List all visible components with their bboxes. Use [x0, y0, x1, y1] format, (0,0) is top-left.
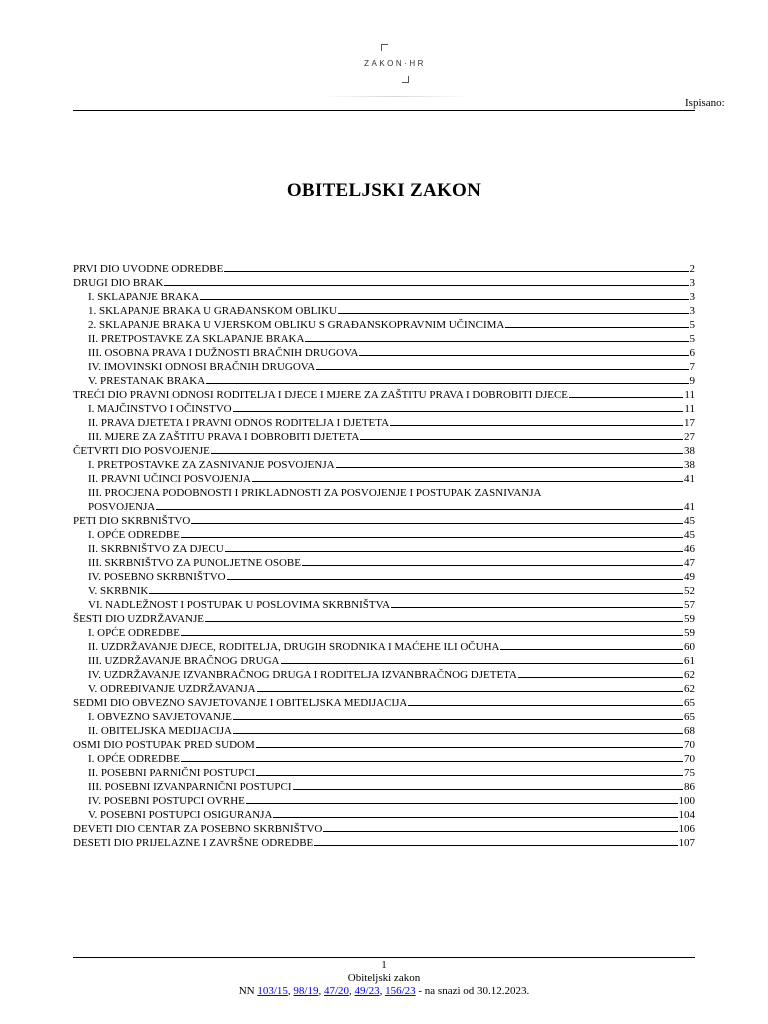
toc-entry-label: SEDMI DIO OBVEZNO SAVJETOVANJE I OBITELJSKA MEDIJACIJA: [73, 697, 408, 709]
toc-leader-line: [252, 472, 683, 482]
toc-entry-page: 107: [678, 837, 695, 849]
toc-entry-label: PETI DIO SKRBNIŠTVO: [73, 515, 191, 527]
toc-entry-page: 60: [684, 641, 695, 653]
toc-leader-line: [224, 262, 688, 272]
toc-leader-line: [233, 724, 683, 734]
toc-entry-label: III. UZDRŽAVANJE BRAČNOG DRUGA: [88, 655, 280, 667]
toc-entry[interactable]: [73, 458, 695, 472]
toc-entry[interactable]: [73, 598, 695, 612]
toc-entry[interactable]: [73, 682, 695, 696]
toc-entry-page: 68: [684, 725, 695, 737]
toc-leader-line: [206, 374, 688, 384]
toc-entry-label: PRVI DIO UVODNE ODREDBE: [73, 263, 224, 275]
toc-entry-page: 65: [684, 697, 695, 709]
toc-leader-line: [336, 458, 683, 468]
toc-entry-label: V. PRESTANAK BRAKA: [88, 375, 206, 387]
toc-entry-page: 104: [678, 809, 695, 821]
table-of-contents: [73, 262, 695, 850]
toc-entry-label: I. PRETPOSTAVKE ZA ZASNIVANJE POSVOJENJA: [88, 459, 335, 471]
toc-entry-page: 59: [684, 613, 695, 625]
toc-entry[interactable]: [73, 780, 695, 794]
toc-entry[interactable]: [73, 542, 695, 556]
toc-entry-page: 106: [678, 823, 695, 835]
toc-entry-label: DRUGI DIO BRAK: [73, 277, 164, 289]
toc-leader-line: [323, 822, 677, 832]
toc-entry-page: 5: [689, 319, 695, 331]
toc-entry-page: 61: [684, 655, 695, 667]
toc-entry-label: I. MAJČINSTVO I OČINSTVO: [88, 403, 232, 415]
toc-entry-label: OSMI DIO POSTUPAK PRED SUDOM: [73, 739, 255, 751]
toc-entry-label: I. OPĆE ODREDBE: [88, 529, 180, 541]
toc-leader-line: [273, 808, 677, 818]
toc-entry[interactable]: [73, 822, 695, 836]
toc-entry-label: IV. IMOVINSKI ODNOSI BRAČNIH DRUGOVA: [88, 361, 316, 373]
toc-entry[interactable]: [73, 486, 695, 514]
logo-underline: [320, 96, 470, 97]
toc-entry-page: 45: [684, 529, 695, 541]
toc-leader-line: [191, 514, 683, 524]
toc-entry-page: 6: [689, 347, 695, 359]
toc-entry-page: 86: [684, 781, 695, 793]
nn-link[interactable]: 103/15: [257, 985, 288, 997]
toc-leader-line: [246, 794, 678, 804]
toc-leader-line: [569, 388, 683, 398]
toc-entry-page: 65: [684, 711, 695, 723]
toc-entry-label: VI. NADLEŽNOST I POSTUPAK U POSLOVIMA SKRBNIŠTVA: [88, 599, 391, 611]
toc-leader-line: [256, 738, 683, 748]
toc-leader-line: [305, 332, 688, 342]
toc-leader-line: [181, 626, 683, 636]
toc-entry[interactable]: [73, 626, 695, 640]
zakon-hr-logo: [320, 38, 470, 100]
toc-entry[interactable]: [73, 808, 695, 822]
toc-entry-page: 11: [684, 389, 695, 401]
footer-divider: [73, 957, 695, 958]
toc-entry[interactable]: [73, 640, 695, 654]
toc-leader-line: [391, 598, 683, 608]
toc-leader-line: [200, 290, 688, 300]
toc-entry-page: 17: [684, 417, 695, 429]
toc-entry-label: II. OBITELJSKA MEDIJACIJA: [88, 725, 232, 737]
toc-entry[interactable]: [73, 612, 695, 626]
toc-leader-line: [181, 528, 683, 538]
toc-entry-page: 27: [684, 431, 695, 443]
toc-entry-page: 62: [684, 683, 695, 695]
toc-entry[interactable]: [73, 304, 695, 318]
toc-leader-line: [293, 780, 683, 790]
toc-entry[interactable]: [73, 360, 695, 374]
toc-entry[interactable]: [73, 556, 695, 570]
nn-link[interactable]: 98/19: [293, 985, 319, 997]
toc-entry-label: IV. UZDRŽAVANJE IZVANBRAČNOG DRUGA I RODITELJA IZVANBRAČNOG DJETETA: [88, 669, 517, 681]
toc-entry[interactable]: [73, 402, 695, 416]
toc-entry[interactable]: [73, 654, 695, 668]
toc-entry[interactable]: [73, 388, 695, 402]
toc-entry-label: I. OBVEZNO SAVJETOVANJE: [88, 711, 232, 723]
toc-entry[interactable]: [73, 570, 695, 584]
toc-leader-line: [257, 682, 683, 692]
toc-leader-line: [233, 402, 684, 412]
toc-entry-page: 70: [684, 753, 695, 765]
header-divider: [73, 110, 695, 111]
toc-entry[interactable]: [73, 332, 695, 346]
nn-link[interactable]: 156/23: [385, 985, 416, 997]
toc-entry[interactable]: [73, 696, 695, 710]
toc-entry[interactable]: [73, 290, 695, 304]
toc-leader-line: [149, 584, 683, 594]
toc-entry-label: II. PRAVNI UČINCI POSVOJENJA: [88, 473, 251, 485]
toc-entry[interactable]: [73, 528, 695, 542]
document-title: OBITELJSKI ZAKON: [286, 180, 482, 201]
toc-leader-line: [156, 500, 683, 510]
toc-entry-page: 9: [689, 375, 695, 387]
toc-entry-page: 52: [684, 585, 695, 597]
toc-entry-page: 11: [684, 403, 695, 415]
toc-entry[interactable]: [73, 668, 695, 682]
footer-nn-links: 103/15, 98/19, 47/20, 49/23, 156/23: [257, 985, 416, 997]
toc-entry-label: II. UZDRŽAVANJE DJECE, RODITELJA, DRUGIH SRODNIKA I MAĆEHE ILI OČUHA: [88, 641, 500, 653]
toc-entry-label: III. PROCJENA PODOBNOSTI I PRIKLADNOSTI ZA POSVOJENJE I POSTUPAK ZASNIVANJA: [88, 487, 542, 499]
toc-entry[interactable]: [73, 724, 695, 738]
footer-nn-prefix: NN: [238, 985, 255, 997]
toc-entry[interactable]: [73, 374, 695, 388]
toc-entry-label: V. ODREĐIVANJE UZDRŽAVANJA: [88, 683, 256, 695]
toc-entry-label: II. SKRBNIŠTVO ZA DJECU: [88, 543, 224, 555]
toc-entry-label: II. PRETPOSTAVKE ZA SKLAPANJE BRAKA: [88, 333, 305, 345]
toc-entry-page: 47: [684, 557, 695, 569]
toc-entry-page: 75: [684, 767, 695, 779]
toc-leader-line: [211, 444, 683, 454]
toc-leader-line: [408, 696, 683, 706]
toc-leader-line: [338, 304, 689, 314]
toc-entry-label: ŠESTI DIO UZDRŽAVANJE: [73, 613, 204, 625]
toc-leader-line: [225, 542, 683, 552]
toc-entry-page: 5: [689, 333, 695, 345]
toc-entry[interactable]: [73, 584, 695, 598]
toc-leader-line: [360, 430, 683, 440]
toc-leader-line: [518, 668, 683, 678]
toc-entry[interactable]: [73, 430, 695, 444]
toc-entry[interactable]: [73, 472, 695, 486]
toc-entry[interactable]: [73, 276, 695, 290]
toc-entry-label: IV. POSEBNO SKRBNIŠTVO: [88, 571, 226, 583]
logo-text: ZAKON·HR: [364, 59, 426, 68]
toc-leader-line: [181, 752, 683, 762]
toc-entry-page: 38: [684, 445, 695, 457]
toc-leader-line: [505, 318, 688, 328]
toc-leader-line: [359, 346, 688, 356]
toc-entry[interactable]: [73, 514, 695, 528]
printed-label: Ispisano:: [685, 97, 725, 109]
toc-entry-page: 57: [684, 599, 695, 611]
toc-entry-label: I. OPĆE ODREDBE: [88, 753, 180, 765]
toc-entry[interactable]: [73, 794, 695, 808]
toc-entry-page: 41: [684, 501, 695, 513]
footer-nn-suffix: - na snazi od 30.12.2023.: [418, 985, 530, 997]
toc-entry-page: 2: [689, 263, 695, 275]
toc-entry-label: III. OSOBNA PRAVA I DUŽNOSTI BRAČNIH DRUGOVA: [88, 347, 359, 359]
nn-link[interactable]: 47/20: [323, 985, 350, 997]
toc-entry-label: DEVETI DIO CENTAR ZA POSEBNO SKRBNIŠTVO: [73, 823, 323, 835]
toc-leader-line: [316, 360, 688, 370]
toc-entry-label: 2. SKLAPANJE BRAKA U VJERSKOM OBLIKU S GRAĐANSKOPRAVNIM UČINCIMA: [88, 319, 505, 331]
toc-leader-line: [302, 556, 683, 566]
toc-entry-page: 3: [689, 277, 695, 289]
toc-entry-label: III. POSEBNI IZVANPARNIČNI POSTUPCI: [88, 781, 292, 793]
toc-entry[interactable]: [73, 262, 695, 276]
toc-leader-line: [390, 416, 683, 426]
toc-entry[interactable]: [73, 444, 695, 458]
footer-page-number: 1: [381, 959, 387, 971]
toc-entry-page: 46: [684, 543, 695, 555]
toc-entry-page: 59: [684, 627, 695, 639]
toc-leader-line: [227, 570, 683, 580]
toc-entry-page: 3: [689, 291, 695, 303]
toc-entry[interactable]: [73, 416, 695, 430]
nn-link[interactable]: 49/23: [354, 985, 380, 997]
toc-entry-label: III. SKRBNIŠTVO ZA PUNOLJETNE OSOBE: [88, 557, 301, 569]
toc-entry-label: II. POSEBNI PARNIČNI POSTUPCI: [88, 767, 256, 779]
toc-entry-page: 7: [689, 361, 695, 373]
toc-entry-page: 38: [684, 459, 695, 471]
toc-entry-label-cont: POSVOJENJA: [88, 501, 156, 513]
toc-leader-line: [205, 612, 683, 622]
footer-doc-name: Obiteljski zakon: [347, 972, 421, 984]
toc-entry[interactable]: [73, 836, 695, 850]
toc-entry-page: 100: [678, 795, 695, 807]
toc-entry[interactable]: [73, 766, 695, 780]
toc-entry[interactable]: [73, 346, 695, 360]
toc-entry-label: V. SKRBNIK: [88, 585, 149, 597]
logo-corner-top-left: [381, 44, 388, 51]
toc-leader-line: [314, 836, 677, 846]
toc-entry-page: 45: [684, 515, 695, 527]
toc-entry-label: TREĆI DIO PRAVNI ODNOSI RODITELJA I DJECE I MJERE ZA ZAŠTITU PRAVA I DOBROBITI DJECE: [73, 389, 569, 401]
toc-entry-label: 1. SKLAPANJE BRAKA U GRAĐANSKOM OBLIKU: [88, 305, 337, 317]
toc-entry-label: II. PRAVA DJETETA I PRAVNI ODNOS RODITELJA I DJETETA: [88, 417, 390, 429]
toc-entry-page: 49: [684, 571, 695, 583]
toc-entry-label: DESETI DIO PRIJELAZNE I ZAVRŠNE ODREDBE: [73, 837, 314, 849]
footer-nn-line: [0, 985, 768, 998]
toc-leader-line: [233, 710, 683, 720]
page-footer: [0, 959, 768, 998]
toc-leader-line: [164, 276, 688, 286]
toc-leader-line: [256, 766, 683, 776]
toc-entry[interactable]: [73, 738, 695, 752]
toc-entry[interactable]: [73, 318, 695, 332]
toc-entry-label: I. SKLAPANJE BRAKA: [88, 291, 200, 303]
toc-leader-line: [500, 640, 683, 650]
toc-entry[interactable]: [73, 710, 695, 724]
toc-entry-label: V. POSEBNI POSTUPCI OSIGURANJA: [88, 809, 273, 821]
toc-entry-page: 70: [684, 739, 695, 751]
toc-entry-page: 41: [684, 473, 695, 485]
toc-entry-page: 62: [684, 669, 695, 681]
toc-entry-label: I. OPĆE ODREDBE: [88, 627, 180, 639]
toc-entry-label: ČETVRTI DIO POSVOJENJE: [73, 445, 210, 457]
toc-leader-line: [281, 654, 684, 664]
toc-entry-label: IV. POSEBNI POSTUPCI OVRHE: [88, 795, 245, 807]
toc-entry-page: 3: [689, 305, 695, 317]
logo-corner-bottom-right: [402, 76, 409, 83]
toc-entry[interactable]: [73, 752, 695, 766]
toc-entry-continuation: [88, 500, 695, 514]
toc-entry-label: III. MJERE ZA ZAŠTITU PRAVA I DOBROBITI DJETETA: [88, 431, 360, 443]
